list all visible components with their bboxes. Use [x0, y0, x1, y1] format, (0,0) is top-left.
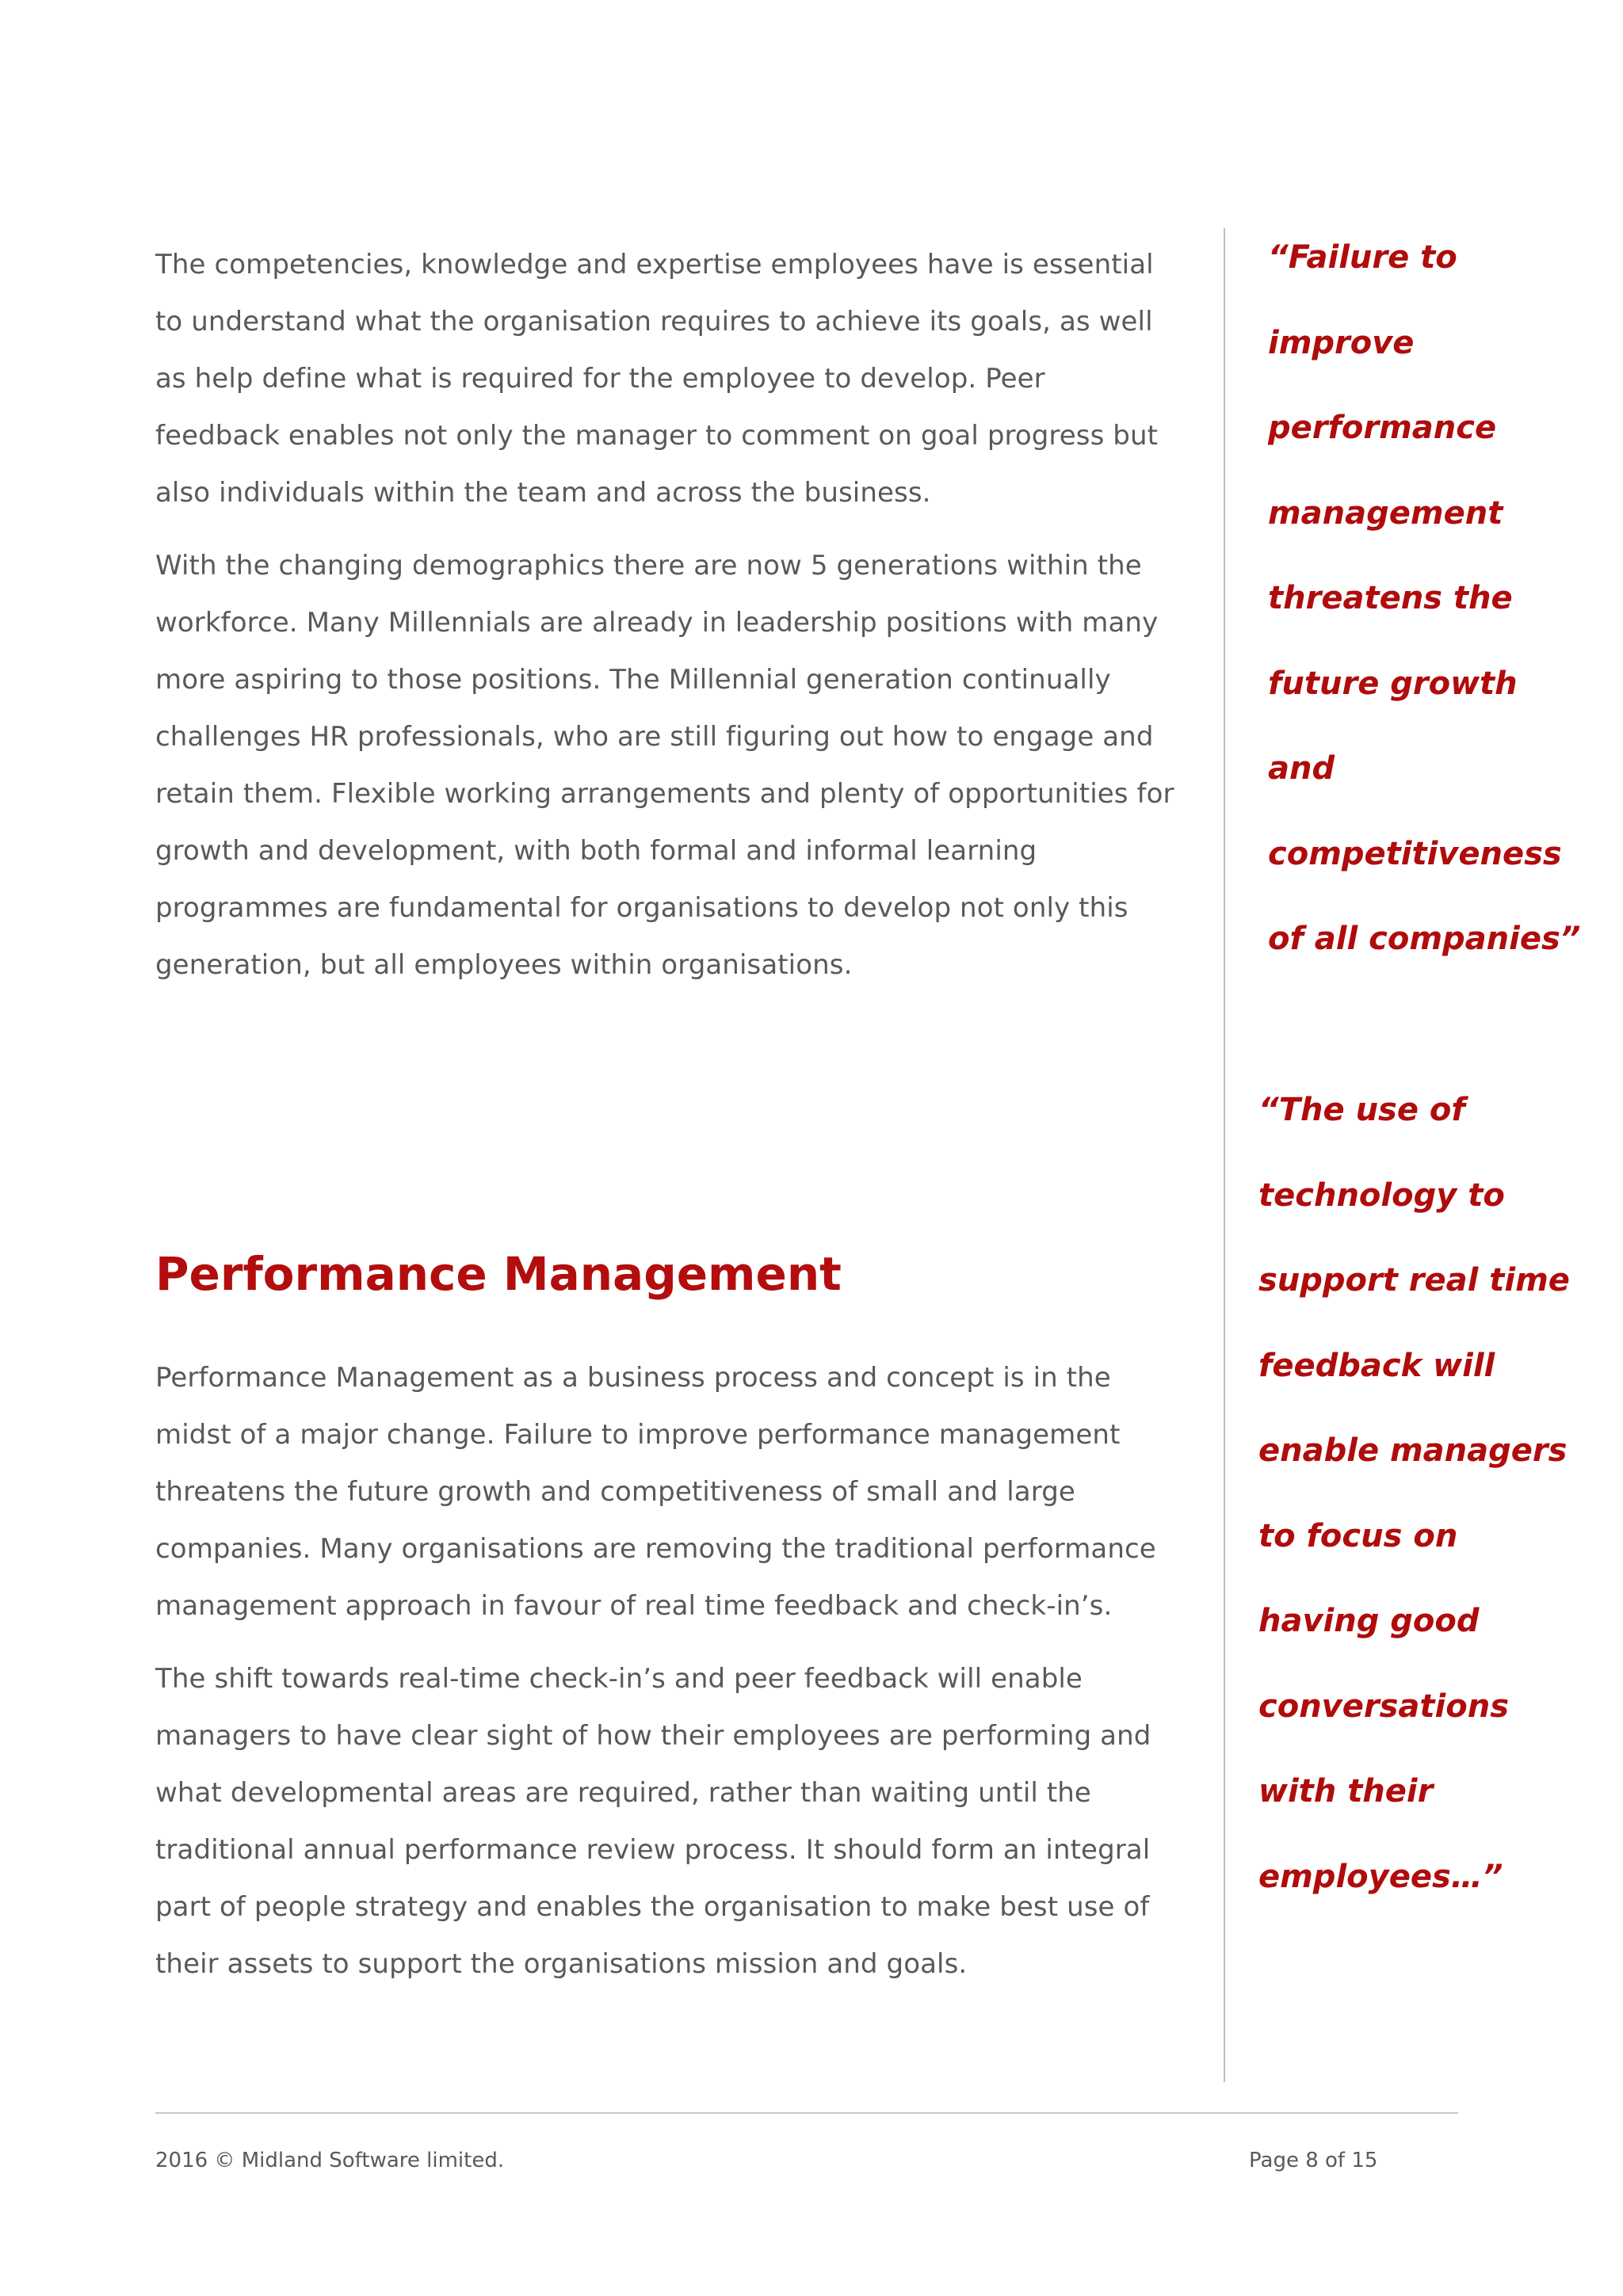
footer-divider [155, 2112, 1458, 2114]
section-text [155, 1349, 1178, 2008]
section-paragraph-2: The shift towards real-time check-in’s and peer feedback will enable managers to have clear sight of how their employees are performing and what developmental areas are required, rather than waiting until the traditional annual performance review process. It should form an integral part of people strategy and enables the organisation to make best use of their assets to support the organisations mission and goals. [155, 1663, 1151, 1980]
pull-quote-technology: “The use of technology to support real time feedback will enable managers to focus on having good conversations with their employees…” [1258, 1092, 1570, 1895]
footer-copyright: 2016 © Midland Software limited. [155, 2149, 505, 2172]
sidebar-divider [1224, 228, 1225, 2082]
footer-page-number: Page 8 of 15 [1249, 2149, 1378, 2172]
section-paragraph-1: Performance Management as a business process and concept is in the midst of a major change. Failure to improve performance management threatens the future growth and competitiveness of small and large companies. Many organisations are removing the traditional performance management approach in favour of real time feedback and check-in’s. [155, 1362, 1156, 1622]
intro-paragraph-1: The competencies, knowledge and expertise employees have is essential to understand what the organisation requires to achieve its goals, as well as help define what is required for the employee to develop. Peer feedback enables not only the manager to comment on goal progress but also individuals within the team and across the business. [155, 249, 1159, 509]
section-heading: Performance Management [155, 1247, 842, 1301]
intro-text [155, 236, 1178, 1009]
intro-paragraph-2: With the changing demographics there are now 5 generations within the workforce. Many Millennials are already in leadership positions with many more aspiring to those positions. The Millennial generation continually challenges HR professionals, who are still figuring out how to engage and retain them. Flexible working arrangements and plenty of opportunities for growth and development, with both formal and informal learning programmes are fundamental for organisations to develop not only this generation, but all employees within organisations. [155, 550, 1174, 981]
pull-quote-failure: “Failure to improve performance management threatens the future growth and competitiveness of all companies” [1268, 239, 1581, 957]
